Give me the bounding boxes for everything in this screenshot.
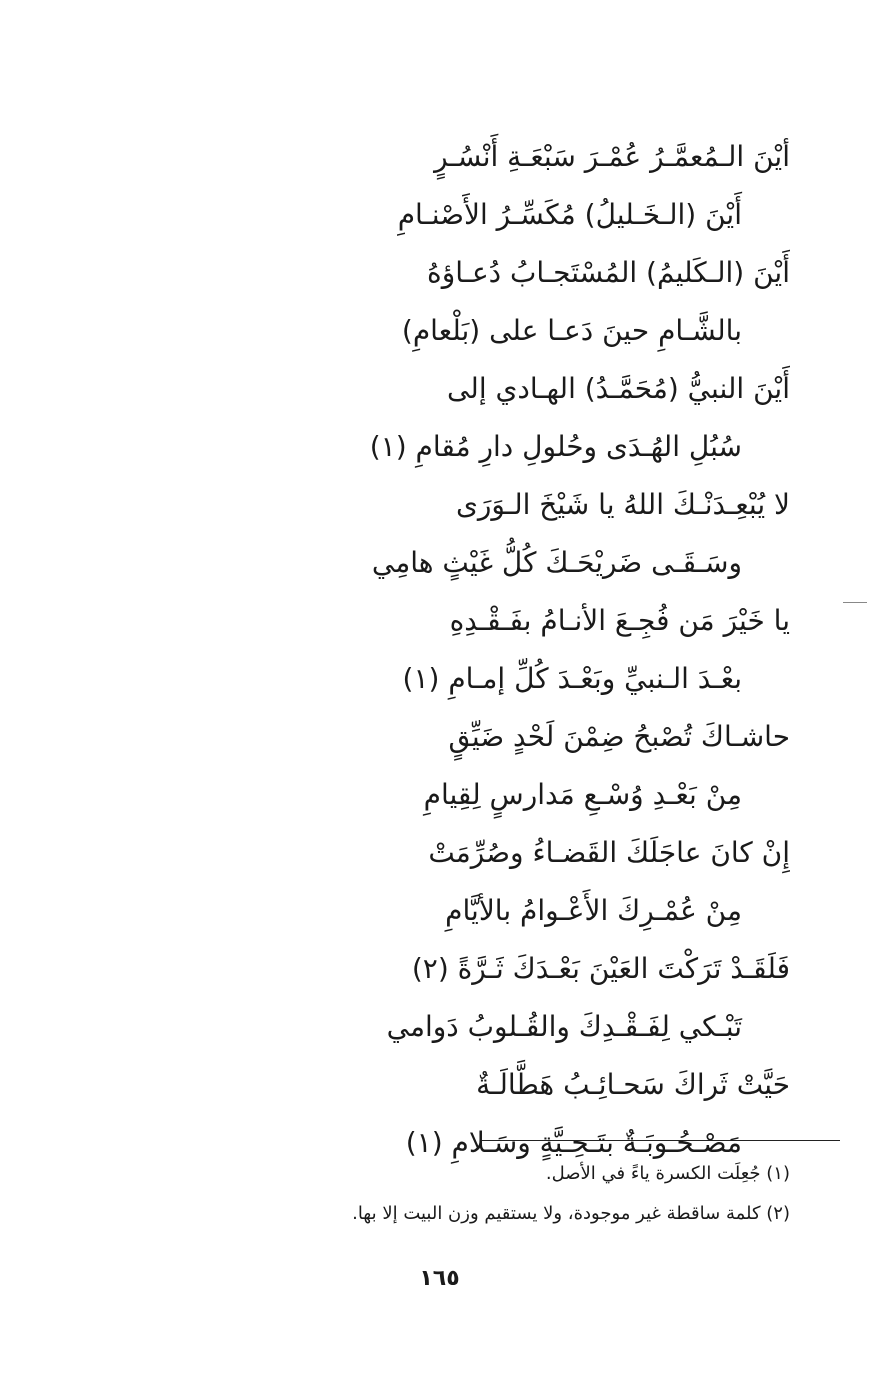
verse-line: أَيْنَ (الـخَـليلُ) مُكَسِّـرُ الأَصْنـامِ [397,198,742,231]
verse-line: مِنْ بَعْـدِ وُسْـعِ مَدارسٍ لِقِيامِ [423,778,742,811]
verse-line: فَلَقَـدْ تَرَكْتَ العَيْنَ بَعْـدَكَ ثَـرَّةً (٢) [411,952,790,985]
verse-line: يا خَيْرَ مَن فُجِـعَ الأنـامُ بفَـقْـدِهِ [449,604,790,637]
verse-line: بعْـدَ الـنبيِّ وبَعْـدَ كُلِّ إمـامِ (١) [402,662,742,695]
page-number: ١٦٥ [419,1266,460,1291]
verse-line: بالشَّـامِ حينَ دَعـا على (بَلْعامِ) [401,314,742,347]
footnotes [150,1154,790,1234]
verse-line: إِنْ كانَ عاجَلَكَ القَضـاءُ وصُرِّمَتْ [428,836,790,869]
scan-artifact-mark [843,602,867,603]
verse-line: مَصْـحُـوبَـةٌ بتَـحِـيَّةٍ وسَـلامِ (١) [405,1126,742,1159]
footnote-1: (١) جُعِلَت الكسرة ياءً في الأصل. [545,1163,790,1184]
verse-line: سُبُلِ الهُـدَى وحُلولِ دارِ مُقامِ (١) [369,430,742,463]
verse-line: وسَـقَـى ضَريْحَـكَ كُلُّ غَيْثٍ هامِي [371,546,742,579]
verse-line: حاشـاكَ تُصْبحُ ضِمْنَ لَحْدٍ ضَيِّقٍ [448,720,790,753]
verse-line: أَيْنَ النبيُّ (مُحَمَّـدُ) الهـادي إلى [446,372,790,405]
verse-line: تَبْـكي لِفَـقْـدِكَ والقُـلوبُ دَوامي [386,1010,742,1043]
poem-block [150,128,790,1172]
verse-line: مِنْ عُمْـرِكَ الأَعْـوامُ بالأيَّامِ [445,894,742,927]
verse-line: حَيَّتْ ثَراكَ سَحـائِـبُ هَطَّالَـةٌ [476,1068,790,1101]
verse-line: أَيْنَ (الـكَليمُ) المُسْتَجـابُ دُعـاؤهُ [427,256,790,289]
footnote-2: (٢) كلمة ساقطة غير موجودة، ولا يستقيم وزن البيت إلا بها. [352,1203,790,1224]
footnote-separator [482,1140,840,1141]
verse-line: أيْنَ الـمُعمَّـرُ عُمْـرَ سَبْعَـةِ أَنْسُـرٍ [434,140,790,173]
verse-line: لا يُبْعِـدَنْـكَ اللهُ يا شَيْخَ الـوَرَى [455,488,790,521]
